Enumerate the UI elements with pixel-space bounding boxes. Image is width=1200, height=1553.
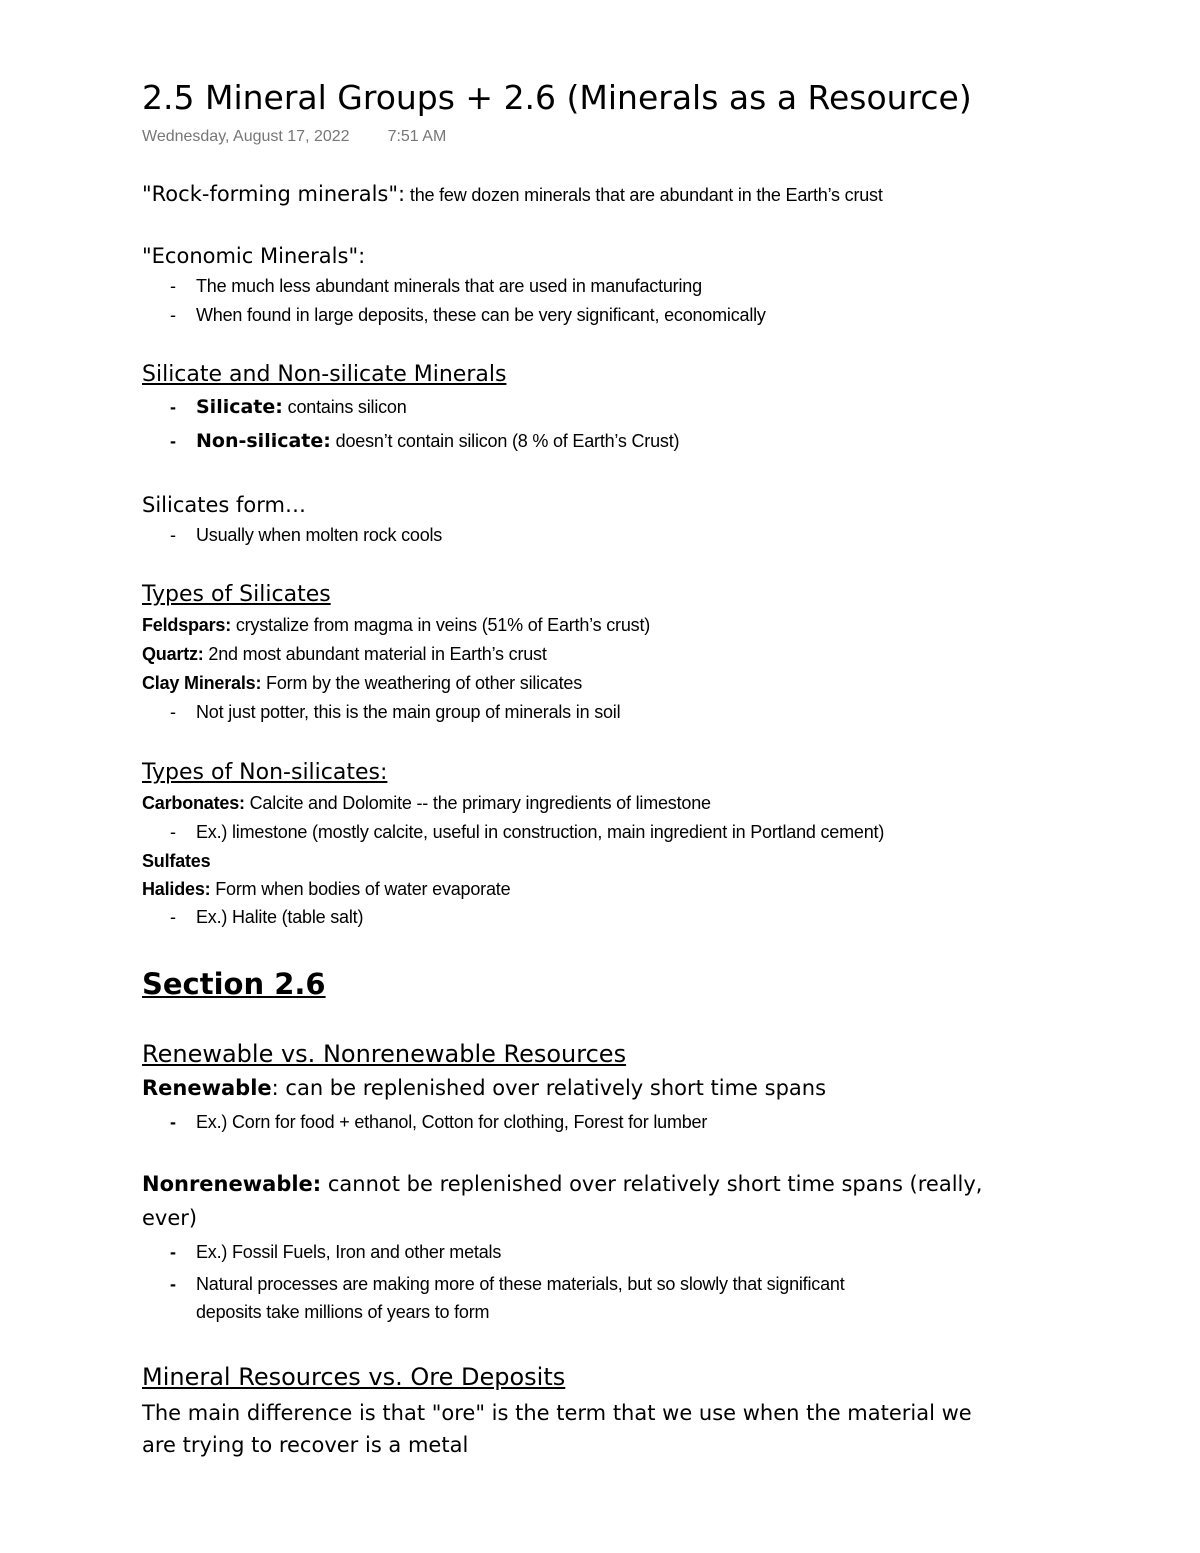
timestamp bbox=[142, 128, 446, 146]
list-item: - Usually when molten rock cools bbox=[170, 525, 443, 545]
mineral-resources-line-2: are trying to recover is a metal bbox=[142, 1433, 469, 1457]
quartz-line: Quartz: 2nd most abundant material in Earth’s crust bbox=[142, 644, 547, 664]
mineral-resources-heading: Mineral Resources vs. Ore Deposits bbox=[142, 1363, 566, 1391]
clay-line: Clay Minerals: Form by the weathering of other silicates bbox=[142, 673, 583, 693]
silicate-heading: Silicate and Non-silicate Minerals bbox=[142, 362, 507, 387]
renewable-heading: Renewable vs. Nonrenewable Resources bbox=[142, 1040, 627, 1068]
feldspars-line: Feldspars: crystalize from magma in veins (51% of Earth’s crust) bbox=[142, 615, 651, 635]
rock-forming-line bbox=[142, 182, 883, 206]
list-item: - Ex.) limestone (mostly calcite, useful in construction, main ingredient in Portland cement) bbox=[170, 822, 885, 842]
rock-forming-term: "Rock-forming minerals": bbox=[142, 182, 406, 206]
list-item: - Silicate: contains silicon bbox=[170, 396, 407, 418]
types-silicates-heading: Types of Silicates bbox=[142, 582, 331, 607]
non-silicate-term: Non-silicate: bbox=[196, 430, 331, 452]
silicates-form-heading: Silicates form… bbox=[142, 493, 306, 517]
list-item-continued: deposits take millions of years to form bbox=[196, 1302, 490, 1322]
list-item: - Not just potter, this is the main group of minerals in soil bbox=[170, 702, 621, 722]
nonrenewable-line-2: ever) bbox=[142, 1206, 198, 1230]
list-item: - Non-silicate: doesn’t contain silicon (8 % of Earth’s Crust) bbox=[170, 430, 680, 452]
economic-term: "Economic Minerals": bbox=[142, 244, 366, 268]
renewable-line: Renewable: can be replenished over relatively short time spans bbox=[142, 1076, 827, 1100]
nonrenewable-line: Nonrenewable: cannot be replenished over relatively short time spans (really, bbox=[142, 1172, 983, 1196]
list-item: - Natural processes are making more of these materials, but so slowly that significant bbox=[170, 1274, 845, 1294]
page-title: 2.5 Mineral Groups + 2.6 (Minerals as a Resource) bbox=[142, 78, 972, 117]
silicate-term: Silicate: bbox=[196, 396, 283, 418]
date-text: Wednesday, August 17, 2022 bbox=[142, 128, 350, 145]
halides-line: Halides: Form when bodies of water evaporate bbox=[142, 879, 511, 899]
list-item: - The much less abundant minerals that are used in manufacturing bbox=[170, 276, 702, 296]
mineral-resources-line-1: The main difference is that "ore" is the term that we use when the material we bbox=[142, 1401, 972, 1425]
carbonates-line: Carbonates: Calcite and Dolomite -- the primary ingredients of limestone bbox=[142, 793, 711, 813]
list-item: - Ex.) Halite (table salt) bbox=[170, 907, 364, 927]
sulfates-line: Sulfates bbox=[142, 851, 211, 871]
list-item: - Ex.) Fossil Fuels, Iron and other metals bbox=[170, 1242, 502, 1262]
types-nonsilicates-heading: Types of Non-silicates: bbox=[142, 760, 388, 785]
time-text: 7:51 AM bbox=[387, 128, 447, 145]
rock-forming-def: the few dozen minerals that are abundant in the Earth’s crust bbox=[405, 185, 883, 205]
list-item: - When found in large deposits, these can be very significant, economically bbox=[170, 305, 766, 325]
section-heading: Section 2.6 bbox=[142, 967, 326, 1001]
list-item: - Ex.) Corn for food + ethanol, Cotton for clothing, Forest for lumber bbox=[170, 1112, 708, 1132]
